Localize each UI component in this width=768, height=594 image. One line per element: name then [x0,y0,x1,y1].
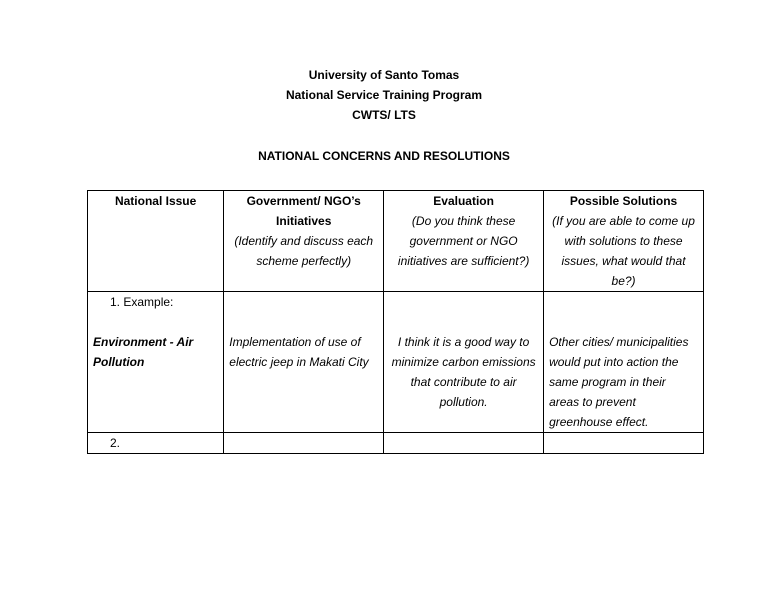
solution-cell[interactable] [544,433,704,454]
table-header-row [88,191,704,292]
column-header-national-issue [88,191,224,292]
solution-cell[interactable] [544,292,704,433]
column-title: Possible Solutions [569,194,678,208]
national-issue-cell[interactable] [88,292,224,433]
table-row [88,433,704,454]
row-number: 2. [110,436,121,450]
column-subtitle: (Identify and discuss each scheme perfectly) [234,234,374,268]
column-title: Evaluation [433,194,494,208]
column-header-possible-solutions [544,191,704,292]
component-name: CWTS/ LTS [352,108,416,122]
evaluation-cell[interactable] [384,433,544,454]
initiative-cell[interactable] [224,292,384,433]
program-name: National Service Training Program [285,88,483,102]
document-title: NATIONAL CONCERNS AND RESOLUTIONS [258,149,510,163]
row-number: 1. Example: [110,295,174,309]
column-title: National Issue [114,194,197,208]
evaluation-cell[interactable] [384,292,544,433]
column-title: Government/ NGO’s Initiatives [246,194,361,228]
table-row [88,292,704,433]
solution-text: Other cities/ municipalities would put into action the same program in their areas to prevent greenhouse effect. [549,335,689,429]
university-name: University of Santo Tomas [308,68,460,82]
column-header-evaluation [384,191,544,292]
issue-text: Environment - Air Pollution [93,335,194,369]
national-issue-cell[interactable] [88,433,224,454]
evaluation-text: I think it is a good way to minimize carbon emissions that contribute to air pollution. [391,335,536,409]
column-subtitle: (If you are able to come up with solutions to these issues, what would that be?) [552,214,695,288]
initiative-cell[interactable] [224,433,384,454]
concerns-table [87,190,704,454]
column-header-initiatives [224,191,384,292]
initiative-text: Implementation of use of electric jeep in Makati City [229,335,369,369]
column-subtitle: (Do you think these government or NGO initiatives are sufficient?) [397,214,530,268]
